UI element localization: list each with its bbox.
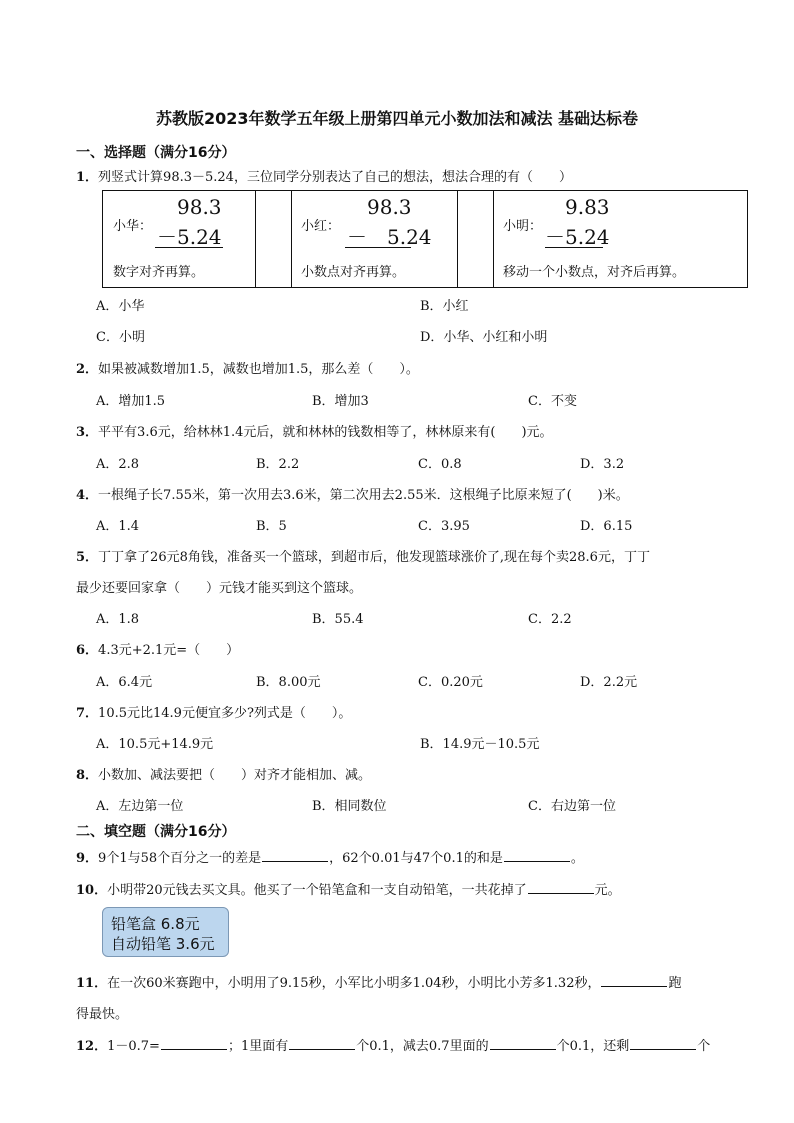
answer-blank[interactable] <box>161 1037 227 1050</box>
question-number: 3． <box>76 425 99 440</box>
question-text: 小明带20元钱去买文具。他买了一个铅笔盒和一支自动铅笔，一共花掉了 <box>107 883 527 898</box>
calc-cell-xiaoming <box>493 191 747 287</box>
question-number: 12． <box>76 1039 108 1054</box>
question-3 <box>76 421 553 440</box>
question-6 <box>76 639 239 658</box>
question-1 <box>76 166 572 185</box>
option-c[interactable]: C．右边第一位 <box>528 799 616 814</box>
calc-note: 移动一个小数点，对齐后再算。 <box>503 265 686 280</box>
price-line-mechanical-pencil: 自动铅笔 3.6元 <box>111 935 215 953</box>
option-a[interactable]: A．2.8 <box>96 457 140 472</box>
calc-note: 数字对齐再算。 <box>113 265 205 280</box>
question-text: 元。 <box>594 883 621 898</box>
option-c[interactable]: C．0.8 <box>418 457 462 472</box>
question-4 <box>76 484 629 503</box>
calculation-table <box>102 190 748 288</box>
question-number: 6． <box>76 643 99 658</box>
question-text: 列竖式计算98.3－5.24，三位同学分别表达了自己的想法，想法合理的有（ ） <box>98 170 572 185</box>
question-text: 1－0.7= <box>107 1039 160 1054</box>
option-c[interactable]: C．小明 <box>96 330 145 345</box>
question-number: 10． <box>76 883 108 898</box>
option-b[interactable]: B．14.9元－10.5元 <box>420 737 540 752</box>
calc-bottom-number: －5.24 <box>545 225 610 249</box>
calc-person: 小华： <box>113 219 153 234</box>
question-number: 7． <box>76 706 99 721</box>
option-a[interactable]: A．6.4元 <box>96 675 153 690</box>
calc-bottom-number: －5.24 <box>157 225 222 249</box>
option-d[interactable]: D．2.2元 <box>580 675 638 690</box>
question-11-continued: 得最快。 <box>76 1007 129 1022</box>
option-b[interactable]: B．增加3 <box>312 394 369 409</box>
calc-person: 小明： <box>503 219 543 234</box>
option-d[interactable]: D．小华、小红和小明 <box>420 330 548 345</box>
question-12 <box>76 1035 710 1054</box>
answer-blank[interactable] <box>490 1037 556 1050</box>
option-b[interactable]: B．小红 <box>420 299 469 314</box>
answer-blank[interactable] <box>504 849 570 862</box>
question-text: 跑 <box>668 976 682 991</box>
question-text: 4.3元+2.1元=（ ） <box>98 643 240 658</box>
question-10 <box>76 879 621 898</box>
question-text: 个 <box>697 1039 711 1054</box>
question-5-continued: 最少还要回家拿（ ）元钱才能买到这个篮球。 <box>76 581 363 596</box>
option-b[interactable]: B．8.00元 <box>256 675 321 690</box>
question-text: 小数加、减法要把（ ）对齐才能相加、减。 <box>98 768 372 783</box>
question-text: 9个1与58个百分之一的差是 <box>98 851 262 866</box>
option-c[interactable]: C．0.20元 <box>418 675 483 690</box>
section-heading-choice: 一、选择题（满分16分） <box>76 145 236 161</box>
question-text: 个0.1，还剩 <box>556 1039 630 1054</box>
question-2 <box>76 358 419 377</box>
answer-blank[interactable] <box>262 849 328 862</box>
question-7 <box>76 702 351 721</box>
question-11 <box>76 972 682 991</box>
calc-rule-line <box>545 247 603 248</box>
question-8 <box>76 764 371 783</box>
calc-person: 小红： <box>301 219 341 234</box>
calc-top-number: 98.3 <box>177 195 222 219</box>
option-a[interactable]: A．1.4 <box>96 519 140 534</box>
option-b[interactable]: B．2.2 <box>256 457 300 472</box>
option-c[interactable]: C．3.95 <box>418 519 470 534</box>
option-a[interactable]: A．10.5元+14.9元 <box>96 737 214 752</box>
answer-blank[interactable] <box>289 1037 355 1050</box>
question-text: 如果被减数增加1.5，减数也增加1.5，那么差（ ）。 <box>98 362 419 377</box>
answer-blank[interactable] <box>630 1037 696 1050</box>
question-text: 10.5元比14.9元便宜多少?列式是（ ）。 <box>98 706 352 721</box>
option-d[interactable]: D．6.15 <box>580 519 633 534</box>
option-a[interactable]: A．1.8 <box>96 612 140 627</box>
answer-blank[interactable] <box>601 974 667 987</box>
calc-cell-xiaohong <box>291 191 458 287</box>
question-text: 丁丁拿了26元8角钱，准备买一个篮球，到超市后，他发现篮球涨价了,现在每个卖28.6元，丁丁 <box>98 550 650 565</box>
question-number: 8． <box>76 768 99 783</box>
price-line-pencil-case: 铅笔盒 6.8元 <box>111 915 200 933</box>
option-a[interactable]: A．左边第一位 <box>96 799 184 814</box>
calc-cell-xiaohua <box>103 191 256 287</box>
question-text: 一根绳子长7.55米，第一次用去3.6米，第二次用去2.55米．这根绳子比原来短了( )米。 <box>98 488 629 503</box>
page-title: 苏教版2023年数学五年级上册第四单元小数加法和减法 基础达标卷 <box>155 109 639 128</box>
section-heading-fill: 二、填空题（满分16分） <box>76 824 236 840</box>
option-d[interactable]: D．3.2 <box>580 457 625 472</box>
calc-note: 小数点对齐再算。 <box>301 265 406 280</box>
question-number: 9． <box>76 851 99 866</box>
question-number: 4． <box>76 488 99 503</box>
calc-bottom-number: － 5.24 <box>347 225 432 249</box>
price-tag-box <box>102 907 229 957</box>
calc-top-number: 9.83 <box>565 195 610 219</box>
question-text: 平平有3.6元，给林林1.4元后，就和林林的钱数相等了，林林原来有( )元。 <box>98 425 553 440</box>
question-number: 1． <box>76 170 99 185</box>
calc-rule-line <box>345 247 411 248</box>
calc-top-number: 98.3 <box>367 195 412 219</box>
question-number: 2． <box>76 362 99 377</box>
calc-rule-line <box>155 247 223 248</box>
question-text: 个0.1，减去0.7里面的 <box>356 1039 489 1054</box>
question-text: 。 <box>570 851 584 866</box>
option-a[interactable]: A．小华 <box>96 299 145 314</box>
question-text: 在一次60米赛跑中，小明用了9.15秒，小军比小明多1.04秒，小明比小芳多1.32秒， <box>107 976 601 991</box>
question-number: 5． <box>76 550 99 565</box>
question-text: ，62个0.01与47个0.1的和是 <box>329 851 503 866</box>
question-9 <box>76 847 584 866</box>
option-b[interactable]: B．相同数位 <box>312 799 387 814</box>
option-a[interactable]: A．增加1.5 <box>96 394 166 409</box>
answer-blank[interactable] <box>528 881 594 894</box>
table-spacer <box>255 191 292 287</box>
option-c[interactable]: C．不变 <box>528 394 577 409</box>
table-spacer <box>457 191 494 287</box>
question-text: ；1里面有 <box>227 1039 289 1054</box>
option-b[interactable]: B．5 <box>256 519 287 534</box>
question-5 <box>76 546 650 565</box>
option-c[interactable]: C．2.2 <box>528 612 572 627</box>
option-b[interactable]: B．55.4 <box>312 612 364 627</box>
question-number: 11． <box>76 976 108 991</box>
